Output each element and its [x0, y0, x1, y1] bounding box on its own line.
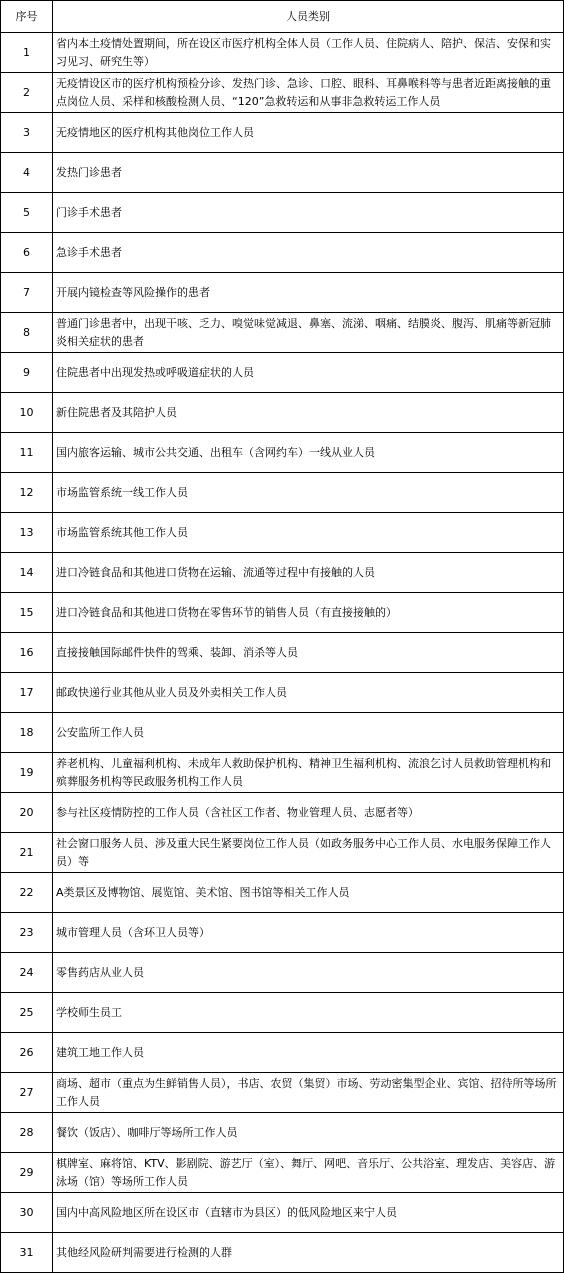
- row-serial-number: 10: [1, 393, 53, 433]
- row-personnel-category: 参与社区疫情防控的工作人员（含社区工作者、物业管理人员、志愿者等）: [53, 793, 564, 833]
- row-serial-number: 11: [1, 433, 53, 473]
- table-row: [1, 233, 564, 273]
- table-row: [1, 793, 564, 833]
- table-row: [1, 473, 564, 513]
- table-row: [1, 833, 564, 873]
- table-row: [1, 353, 564, 393]
- table-row: [1, 553, 564, 593]
- row-serial-number: 23: [1, 913, 53, 953]
- table-row: [1, 313, 564, 353]
- row-personnel-category: 省内本土疫情处置期间，所在设区市医疗机构全体人员（工作人员、住院病人、陪护、保洁、安保和实习见习、研究生等）: [53, 33, 564, 73]
- table-row: [1, 1073, 564, 1113]
- row-personnel-category: 公安监所工作人员: [53, 713, 564, 753]
- row-personnel-category: 发热门诊患者: [53, 153, 564, 193]
- table-row: [1, 1033, 564, 1073]
- row-personnel-category: 餐饮（饭店）、咖啡厅等场所工作人员: [53, 1113, 564, 1153]
- row-serial-number: 1: [1, 33, 53, 73]
- row-serial-number: 3: [1, 113, 53, 153]
- row-personnel-category: 市场监管系统其他工作人员: [53, 513, 564, 553]
- table-row: [1, 873, 564, 913]
- row-serial-number: 7: [1, 273, 53, 313]
- row-serial-number: 16: [1, 633, 53, 673]
- header-personnel-category: 人员类别: [53, 1, 564, 33]
- table-row: [1, 193, 564, 233]
- table-row: [1, 73, 564, 113]
- table-row: [1, 1113, 564, 1153]
- row-serial-number: 17: [1, 673, 53, 713]
- table-row: [1, 913, 564, 953]
- row-personnel-category: A类景区及博物馆、展览馆、美术馆、图书馆等相关工作人员: [53, 873, 564, 913]
- row-serial-number: 26: [1, 1033, 53, 1073]
- row-personnel-category: 养老机构、儿童福利机构、未成年人救助保护机构、精神卫生福利机构、流浪乞讨人员救助管理机构和殡葬服务机构等民政服务机构工作人员: [53, 753, 564, 793]
- row-serial-number: 31: [1, 1233, 53, 1273]
- row-serial-number: 22: [1, 873, 53, 913]
- row-serial-number: 15: [1, 593, 53, 633]
- row-serial-number: 19: [1, 753, 53, 793]
- row-personnel-category: 新住院患者及其陪护人员: [53, 393, 564, 433]
- table-row: [1, 593, 564, 633]
- table-row: [1, 393, 564, 433]
- row-serial-number: 6: [1, 233, 53, 273]
- row-serial-number: 5: [1, 193, 53, 233]
- table-header-row: [1, 1, 564, 33]
- row-personnel-category: 无疫情地区的医疗机构其他岗位工作人员: [53, 113, 564, 153]
- row-personnel-category: 市场监管系统一线工作人员: [53, 473, 564, 513]
- row-serial-number: 9: [1, 353, 53, 393]
- row-personnel-category: 邮政快递行业其他从业人员及外卖相关工作人员: [53, 673, 564, 713]
- row-serial-number: 13: [1, 513, 53, 553]
- row-personnel-category: 进口冷链食品和其他进口货物在运输、流通等过程中有接触的人员: [53, 553, 564, 593]
- row-serial-number: 20: [1, 793, 53, 833]
- row-serial-number: 28: [1, 1113, 53, 1153]
- table-row: [1, 633, 564, 673]
- row-serial-number: 8: [1, 313, 53, 353]
- row-serial-number: 18: [1, 713, 53, 753]
- row-serial-number: 14: [1, 553, 53, 593]
- table-row: [1, 713, 564, 753]
- row-personnel-category: 社会窗口服务人员、涉及重大民生紧要岗位工作人员（如政务服务中心工作人员、水电服务保障工作人员）等: [53, 833, 564, 873]
- row-personnel-category: 国内中高风险地区所在设区市（直辖市为县区）的低风险地区来宁人员: [53, 1193, 564, 1233]
- row-personnel-category: 无疫情设区市的医疗机构预检分诊、发热门诊、急诊、口腔、眼科、耳鼻喉科等与患者近距离接触的重点岗位人员、采样和核酸检测人员、“120”急救转运和从事非急救转运工作人员: [53, 73, 564, 113]
- row-personnel-category: 商场、超市（重点为生鲜销售人员），书店、农贸（集贸）市场、劳动密集型企业、宾馆、招待所等场所工作人员: [53, 1073, 564, 1113]
- row-personnel-category: 进口冷链食品和其他进口货物在零售环节的销售人员（有直接接触的）: [53, 593, 564, 633]
- row-personnel-category: 普通门诊患者中，出现干咳、乏力、嗅觉味觉减退、鼻塞、流涕、咽痛、结膜炎、腹泻、肌痛等新冠肺炎相关症状的患者: [53, 313, 564, 353]
- row-serial-number: 25: [1, 993, 53, 1033]
- row-serial-number: 24: [1, 953, 53, 993]
- table-row: [1, 113, 564, 153]
- table-row: [1, 153, 564, 193]
- table-row: [1, 993, 564, 1033]
- row-personnel-category: 急诊手术患者: [53, 233, 564, 273]
- row-serial-number: 2: [1, 73, 53, 113]
- row-serial-number: 30: [1, 1193, 53, 1233]
- table-row: [1, 1233, 564, 1273]
- row-personnel-category: 其他经风险研判需要进行检测的人群: [53, 1233, 564, 1273]
- row-personnel-category: 门诊手术患者: [53, 193, 564, 233]
- row-personnel-category: 零售药店从业人员: [53, 953, 564, 993]
- row-personnel-category: 直接接触国际邮件快件的驾乘、装卸、消杀等人员: [53, 633, 564, 673]
- table-row: [1, 953, 564, 993]
- table-row: [1, 433, 564, 473]
- table-row: [1, 1193, 564, 1233]
- table-row: [1, 33, 564, 73]
- table-row: [1, 1153, 564, 1193]
- row-personnel-category: 国内旅客运输、城市公共交通、出租车（含网约车）一线从业人员: [53, 433, 564, 473]
- table-row: [1, 513, 564, 553]
- row-personnel-category: 开展内镜检查等风险操作的患者: [53, 273, 564, 313]
- row-serial-number: 12: [1, 473, 53, 513]
- table-row: [1, 273, 564, 313]
- row-personnel-category: 城市管理人员（含环卫人员等）: [53, 913, 564, 953]
- row-personnel-category: 建筑工地工作人员: [53, 1033, 564, 1073]
- table-body: [1, 1, 564, 1273]
- row-personnel-category: 棋牌室、麻将馆、KTV、影剧院、游艺厅（室）、舞厅、网吧、音乐厅、公共浴室、理发店、美容店、游泳场（馆）等场所工作人员: [53, 1153, 564, 1193]
- row-serial-number: 21: [1, 833, 53, 873]
- row-personnel-category: 住院患者中出现发热或呼吸道症状的人员: [53, 353, 564, 393]
- header-serial-number: 序号: [1, 1, 53, 33]
- row-serial-number: 27: [1, 1073, 53, 1113]
- table-row: [1, 673, 564, 713]
- row-serial-number: 4: [1, 153, 53, 193]
- row-serial-number: 29: [1, 1153, 53, 1193]
- table-row: [1, 753, 564, 793]
- row-personnel-category: 学校师生员工: [53, 993, 564, 1033]
